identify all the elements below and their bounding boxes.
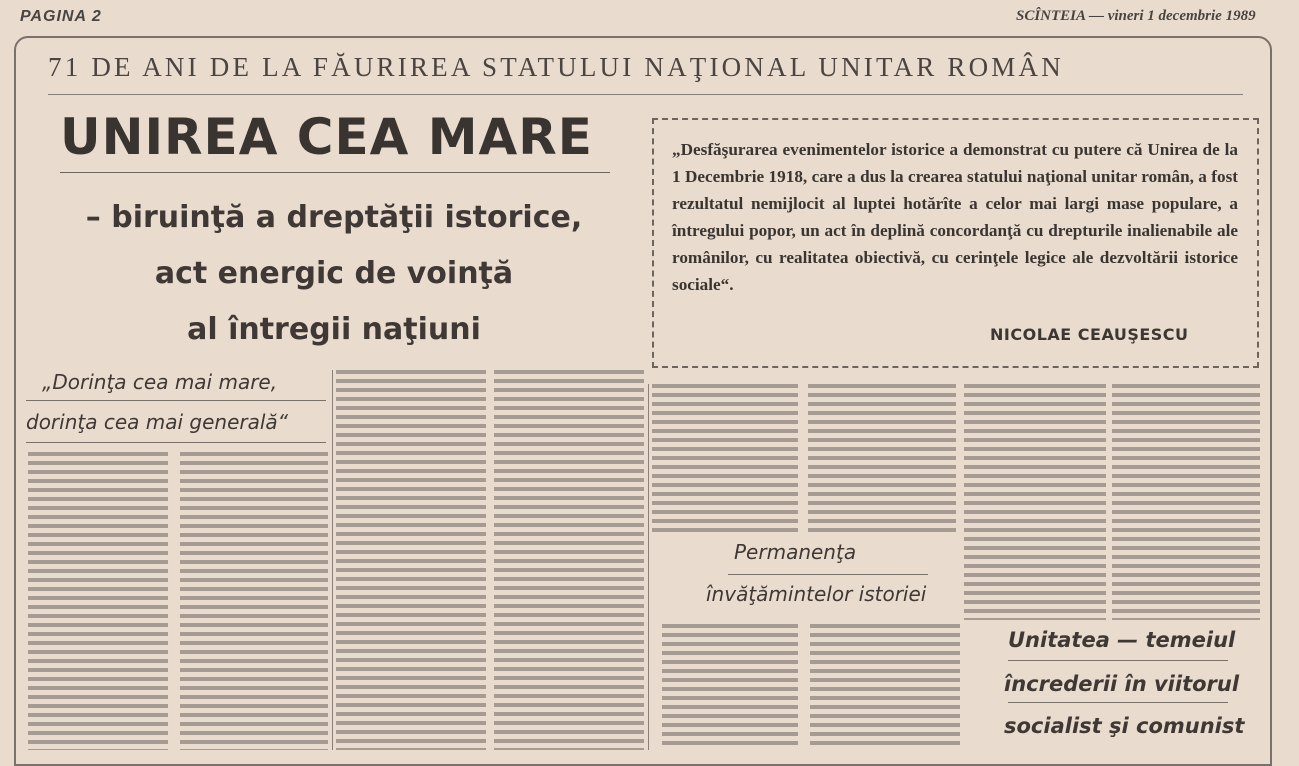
banner-divider (48, 94, 1243, 95)
body-text-column (180, 452, 328, 750)
masthead-date: SCÎNTEIA — vineri 1 decembrie 1989 (1016, 8, 1256, 24)
headline: UNIREA CEA MARE (60, 108, 593, 166)
article-kicker-line-1: „Dorinţa cea mai mare, (42, 370, 278, 394)
body-text-column (652, 384, 798, 536)
body-text-column (808, 384, 956, 536)
quote-author: NICOLAE CEAUŞESCU (990, 325, 1189, 344)
section-divider (1008, 702, 1228, 703)
subheadline-line-3: al întregii naţiuni (187, 312, 481, 347)
section-title-unitatea-line-1: Unitatea — temeiul (1008, 628, 1236, 652)
subheadline-line-2: act energic de voinţă (154, 256, 514, 291)
body-text-column (28, 452, 168, 750)
body-text-column (810, 624, 960, 750)
kicker-divider-1 (26, 400, 326, 401)
section-title-permanenta-line-1: Permanenţa (734, 540, 857, 564)
body-text-column (964, 384, 1106, 620)
section-divider (728, 574, 928, 575)
column-divider (648, 384, 649, 750)
section-title-unitatea-line-2: încrederii în viitorul (1004, 672, 1240, 696)
section-divider (1008, 660, 1228, 661)
section-title-permanenta-line-2: învăţămintelor istoriei (706, 582, 927, 606)
subheadline-line-1: – biruinţă a dreptăţii istorice, (85, 200, 583, 235)
body-text-column (336, 370, 486, 750)
body-text-column (1112, 384, 1260, 620)
kicker-divider-2 (26, 442, 326, 443)
body-text-column (662, 624, 798, 750)
headline-divider (60, 172, 610, 173)
page-number-label: PAGINA 2 (20, 8, 102, 25)
section-title-unitatea-line-3: socialist şi comunist (1004, 714, 1245, 738)
article-kicker-line-2: dorinţa cea mai generală“ (26, 410, 289, 434)
banner-title: 71 DE ANI DE LA FĂURIREA STATULUI NAŢIONAL UNITAR ROMÂN (48, 52, 1064, 82)
body-text-column (494, 370, 644, 750)
quote-text: „Desfăşurarea evenimentelor istorice a demonstrat cu putere că Unirea de la 1 Decembrie 1918, care a dus la crearea statului naţional unitar român, a fost rezultatul nemijlocit al luptei hotărîte a celor mai largi mase populare, a întregului popor, un act în deplină concordanţă cu drepturile inalienabile ale românilor, cu realitatea obiectivă, cu cerinţele legice ale dezvoltării istorice sociale“. (672, 140, 1238, 294)
column-divider (332, 370, 333, 750)
